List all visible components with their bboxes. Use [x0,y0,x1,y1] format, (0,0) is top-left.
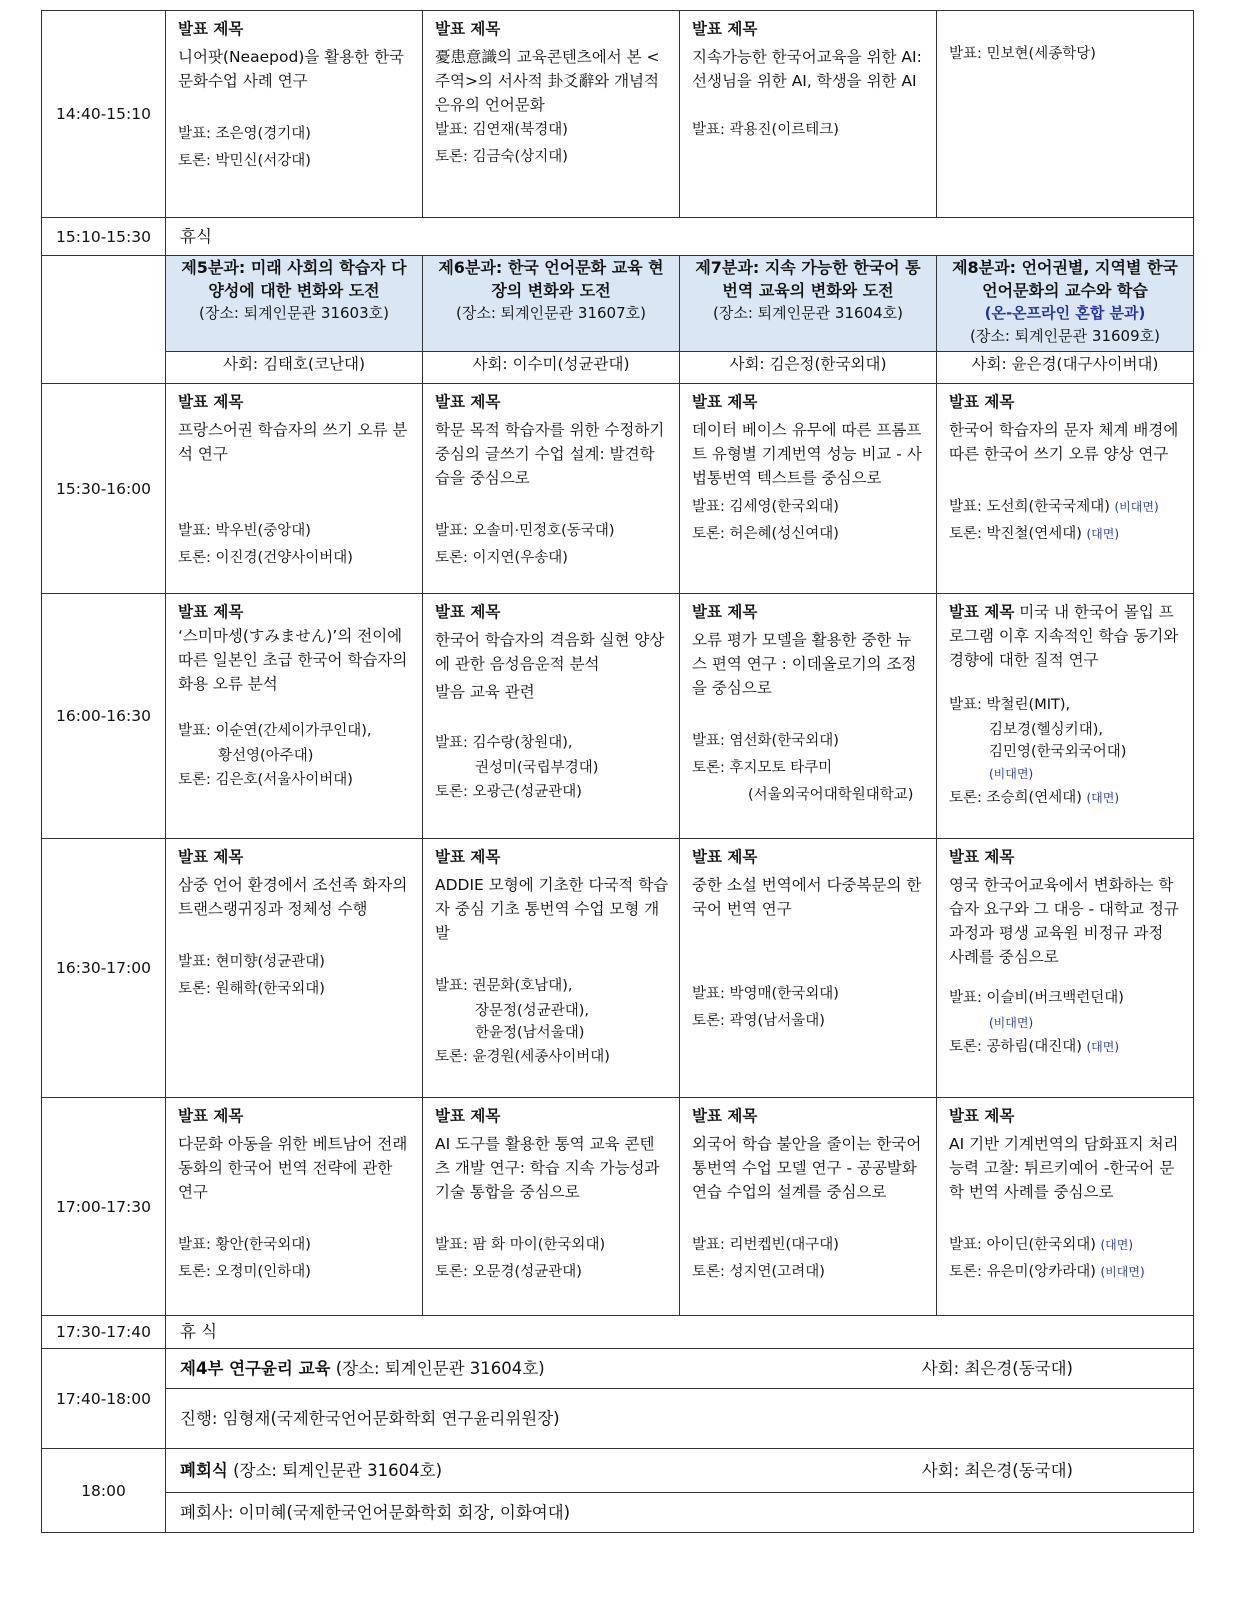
mode-tag: (비대면) [1100,1265,1145,1279]
table-row [42,1098,1194,1316]
presenter: 김민영(한국외국어대) [989,744,1127,760]
closing-speech: 폐회사: 이미혜(국제한국언어문화학회 회장, 이화여대) [180,1502,571,1522]
ethics-title: 제4부 연구윤리 교육 [180,1358,331,1378]
presenter: 박영매(한국외대) [729,986,839,1002]
talk-cell: 발표 제목 ADDIE 모형에 기초한 다국적 학습자 중심 기초 통번역 수업 모형 개발 발표: 권문화(호남대), 장문정(성균관대), 한윤정(남서울대) 토론: 윤경원(세종사이버대) [423,839,680,1098]
time-cell: 14:40-15:10 [42,11,166,218]
talk-title: 중한 소설 번역에서 다중복문의 한국어 번역 연구 [692,876,922,918]
session-chair: 사회: 윤은경(대구사이버대) [937,352,1194,384]
mode-tag: (대면) [1086,527,1120,541]
table-row [42,11,1194,218]
talk-cell: 발표 제목 ‘스미마셍(すみません)’의 전이에 따른 일본인 초급 한국어 학습자의 화용 오류 분석 발표: 이순연(간세이가쿠인대), 황선영(아주대) 토론: 김은호(서울사이버대) [166,594,423,839]
talk-cell: 발표 제목 미국 내 한국어 몰입 프로그램 이후 지속적인 학습 동기와 경향에 대한 질적 연구 발표: 박철린(MIT), 김보경(헬싱키대), 김민영(한국외국어대) (비대면) 토론: 조승희(연세대) (대면) [937,594,1194,839]
talk-cell: 발표 제목 한국어 학습자의 격음화 실현 양상에 관한 음성음운적 분석 발음 교육 관련 발표: 김수랑(창원대), 권성미(국립부경대) 토론: 오광근(성균관대) [423,594,680,839]
talk-cell: 발표 제목 영국 한국어교육에서 변화하는 학습자 요구와 그 대응 - 대학교 정규 과정과 평생 교육원 비정규 과정 사례를 중심으로 발표: 이슬비(버크백런던대) (비대면) 토론: 공하림(대진대) (대면) [937,839,1194,1098]
talk-cell: 발표 제목 니어팟(Neaepod)을 활용한 한국문화수업 사례 연구 발표: 조은영(경기대) 토론: 박민신(서강대) [166,11,423,218]
session-chair: 사회: 김은정(한국외대) [680,352,937,384]
presenter: 현미향(성균관대) [215,954,325,970]
mode-tag: (비대면) [989,1016,1034,1030]
time-cell [42,256,166,384]
presenter: 리번켑빈(대구대) [729,1237,839,1253]
discussant: 원해학(한국외대) [215,981,325,997]
discussant: 박민신(서강대) [215,153,311,169]
discussant: 오정미(인하대) [215,1264,311,1280]
talk-title-label: 발표 제목 [692,20,758,38]
break-label: 휴 식 [180,1322,218,1341]
talk-title: 다문화 아동을 위한 베트남어 전래동화의 한국어 번역 전략에 관한 연구 [178,1135,408,1201]
time-cell: 17:40-18:00 [42,1349,166,1449]
talk-title: 삼중 언어 환경에서 조선족 화자의 트랜스랭귀징과 정체성 수행 [178,876,408,918]
mode-tag: (대면) [1086,1040,1120,1054]
time-cell: 16:00-16:30 [42,594,166,839]
table-row [42,256,1194,352]
discussant: 김금숙(상지대) [472,149,568,165]
talk-title-label: 발표 제목 [178,20,244,38]
presenter: 도선희(한국국제대) [986,499,1110,515]
presenter: 박철린(MIT), [986,697,1071,713]
talk-title: 니어팟(Neaepod)을 활용한 한국문화수업 사례 연구 [178,48,405,90]
talk-title: 한국어 학습자의 격음화 실현 양상에 관한 음성음운적 분석 [435,631,665,673]
presenter: 권문화(호남대), [472,978,573,994]
talk-title: 오류 평가 모델을 활용한 중한 뉴스 편역 연구 : 이데올로기의 조정을 중심으로 [692,631,917,697]
ethics-place: (장소: 퇴계인문관 31604호) [335,1358,545,1378]
presenter: 황안(한국외대) [215,1237,311,1253]
talk-cell: 발표 제목 지속가능한 한국어교육을 위한 AI: 선생님을 위한 AI, 학생을 위한 AI 발표: 곽용진(이르테크) [680,11,937,218]
time-cell: 15:10-15:30 [42,218,166,256]
talk-title: 한국어 학습자의 문자 체계 배경에 따른 한국어 쓰기 오류 양상 연구 [949,421,1179,463]
session-chair: 사회: 이수미(성균관대) [423,352,680,384]
discussant: 이진경(건양사이버대) [215,550,353,566]
talk-title: ‘스미마셍(すみません)’의 전이에 따른 일본인 초급 한국어 학습자의 화용 오류 분석 [178,627,408,693]
presenter: 염선화(한국외대) [729,733,839,749]
presenter: 권성미(국립부경대) [475,760,599,776]
discussant: 조승희(연세대) [986,790,1082,806]
time-cell: 15:30-16:00 [42,384,166,594]
talk-cell: 발표 제목 AI 도구를 활용한 통역 교육 콘텐츠 개발 연구: 학습 지속 가능성과 기술 통합을 중심으로 발표: 팜 화 마이(한국외대) 토론: 오문경(성균관대) [423,1098,680,1316]
discussant: 곽영(남서울대) [729,1013,825,1029]
time-cell: 17:30-17:40 [42,1316,166,1349]
discussant: 이지연(우송대) [472,550,568,566]
table-row [42,384,1194,594]
discussant: 박진철(연세대) [986,526,1082,542]
closing-chair: 사회: 최은경(동국대) [921,1460,1073,1480]
talk-title: 프랑스어권 학습자의 쓰기 오류 분석 연구 [178,421,408,463]
schedule-table [41,10,1194,1533]
presenter: 황선영(아주대) [218,748,314,764]
talk-cell: 발표: 민보현(세종학당) [937,11,1194,218]
talk-title: 학문 목적 학습자를 위한 수정하기 중심의 글쓰기 수업 설계: 발견학습을 중심으로 [435,421,665,487]
table-row [42,218,1194,256]
talk-cell: 발표 제목 AI 기반 기계번역의 담화표지 처리 능력 고찰: 튀르키예어 -한국어 문학 번역 사례를 중심으로 발표: 아이딘(한국외대) (대면) 토론: 유은미(앙카라대) (비대면) [937,1098,1194,1316]
talk-cell: 발표 제목 삼중 언어 환경에서 조선족 화자의 트랜스랭귀징과 정체성 수행 발표: 현미향(성균관대) 토론: 원해학(한국외대) [166,839,423,1098]
presenter: 민보현(세종학당) [986,46,1096,62]
talk-title: AI 기반 기계번역의 담화표지 처리 능력 고찰: 튀르키예어 -한국어 문학 번역 사례를 중심으로 [949,1135,1179,1201]
talk-cell: 발표 제목 다문화 아동을 위한 베트남어 전래동화의 한국어 번역 전략에 관한 연구 발표: 황안(한국외대) 토론: 오정미(인하대) [166,1098,423,1316]
presenter: 박우빈(중앙대) [215,523,311,539]
table-row [42,352,1194,384]
discussant: 공하림(대진대) [986,1039,1082,1055]
presenter: 김연재(북경대) [472,122,568,138]
presenter: 팜 화 마이(한국외대) [472,1237,606,1253]
discussant-affiliation: (서울외국어대학원대학교) [748,787,914,803]
discussant: 윤경원(세종사이버대) [472,1049,610,1065]
talk-title: 지속가능한 한국어교육을 위한 AI: 선생님을 위한 AI, 학생을 위한 AI [692,48,922,90]
discussant: 성지연(고려대) [729,1264,825,1280]
talk-note: 발음 교육 관련 [435,683,535,701]
session-header-7: 제7분과: 지속 가능한 한국어 통번역 교육의 변화와 도전 (장소: 퇴계인문관 31604호) [680,256,937,352]
discussant: 허은혜(성신여대) [729,526,839,542]
session-header-6: 제6분과: 한국 언어문화 교육 현장의 변화와 도전 (장소: 퇴계인문관 31607호) [423,256,680,352]
talk-title: 데이터 베이스 유무에 따른 프롬프트 유형별 기계번역 성능 비교 - 사법통번역 텍스트를 중심으로 [692,421,922,487]
presenter: 조은영(경기대) [215,126,311,142]
presenter: 장문정(성균관대), [475,1003,589,1019]
closing-title: 폐회식 [180,1460,228,1480]
presenter: 아이딘(한국외대) [986,1237,1096,1253]
ethics-host: 진행: 임형재(국제한국언어문화학회 연구윤리위원장) [180,1408,560,1428]
presenter: 이슬비(버크백런던대) [986,990,1124,1006]
mode-tag: (비대면) [989,767,1034,781]
table-row [42,1316,1194,1349]
discussant: 오광근(성균관대) [472,784,582,800]
session-header-5: 제5분과: 미래 사회의 학습자 다양성에 대한 변화와 도전 (장소: 퇴계인문관 31603호) [166,256,423,352]
session-header-8: 제8분과: 언어권별, 지역별 한국 언어문화의 교수와 학습 (온-온프라인 혼합 분과) (장소: 퇴계인문관 31609호) [937,256,1194,352]
mode-tag: (대면) [1086,791,1120,805]
time-cell: 16:30-17:00 [42,839,166,1098]
table-row [42,1449,1194,1493]
presenter: 오솔미·민정호(동국대) [472,523,615,539]
talk-title: AI 도구를 활용한 통역 교육 콘텐츠 개발 연구: 학습 지속 가능성과 기술 통합을 중심으로 [435,1135,660,1201]
discussant: 후지모토 타쿠미 [729,760,833,776]
session-chair: 사회: 김태호(코난대) [166,352,423,384]
talk-cell: 발표 제목 프랑스어권 학습자의 쓰기 오류 분석 연구 발표: 박우빈(중앙대) 토론: 이진경(건양사이버대) [166,384,423,594]
talk-cell: 발표 제목 한국어 학습자의 문자 체계 배경에 따른 한국어 쓰기 오류 양상 연구 발표: 도선희(한국국제대) (비대면) 토론: 박진철(연세대) (대면) [937,384,1194,594]
table-row [42,1493,1194,1533]
talk-cell: 발표 제목 데이터 베이스 유무에 따른 프롬프트 유형별 기계번역 성능 비교 - 사법통번역 텍스트를 중심으로 발표: 김세영(한국외대) 토론: 허은혜(성신여대) [680,384,937,594]
table-row [42,1349,1194,1389]
talk-title: 외국어 학습 불안을 줄이는 한국어 통번역 수업 모델 연구 - 공공발화연습 수업의 설계를 중심으로 [692,1135,922,1201]
talk-cell: 발표 제목 오류 평가 모델을 활용한 중한 뉴스 편역 연구 : 이데올로기의 조정을 중심으로 발표: 염선화(한국외대) 토론: 후지모토 타쿠미 (서울외국어대학원대학교) [680,594,937,839]
talk-title: 미국 내 한국어 몰입 프로그램 이후 지속적인 학습 동기와 경향에 대한 질적 연구 [949,603,1179,669]
talk-title: 憂患意識의 교육콘텐츠에서 본 <주역>의 서사적 卦爻辭와 개념적 은유의 언어문화 [435,48,660,114]
presenter: 김보경(헬싱키대), [989,722,1103,738]
table-row [42,594,1194,839]
talk-title: ADDIE 모형에 기초한 다국적 학습자 중심 기초 통번역 수업 모형 개발 [435,876,669,942]
closing-place: (장소: 퇴계인문관 31604호) [233,1460,443,1480]
talk-title: 영국 한국어교육에서 변화하는 학습자 요구와 그 대응 - 대학교 정규 과정과 평생 교육원 비정규 과정 사례를 중심으로 [949,876,1179,966]
talk-title-label: 발표 제목 [435,20,501,38]
discussant: 김은호(서울사이버대) [215,772,353,788]
break-label: 휴식 [180,226,212,246]
presenter: 한윤정(남서울대) [475,1025,585,1041]
table-row [42,1389,1194,1449]
time-cell: 18:00 [42,1449,166,1533]
time-cell: 17:00-17:30 [42,1098,166,1316]
table-row [42,839,1194,1098]
presenter: 곽용진(이르테크) [729,122,839,138]
talk-cell: 발표 제목 학문 목적 학습자를 위한 수정하기 중심의 글쓰기 수업 설계: 발견학습을 중심으로 발표: 오솔미·민정호(동국대) 토론: 이지연(우송대) [423,384,680,594]
talk-cell: 발표 제목 憂患意識의 교육콘텐츠에서 본 <주역>의 서사적 卦爻辭와 개념적 은유의 언어문화 발표: 김연재(북경대) 토론: 김금숙(상지대) [423,11,680,218]
ethics-chair: 사회: 최은경(동국대) [921,1358,1073,1378]
discussant: 오문경(성균관대) [472,1264,582,1280]
mode-tag: (비대면) [1114,500,1159,514]
talk-cell: 발표 제목 외국어 학습 불안을 줄이는 한국어 통번역 수업 모델 연구 - 공공발화연습 수업의 설계를 중심으로 발표: 리번켑빈(대구대) 토론: 성지연(고려대) [680,1098,937,1316]
presenter: 이순연(간세이가쿠인대), [215,723,372,739]
mode-tag: (대면) [1100,1238,1134,1252]
presenter: 김세영(한국외대) [729,499,839,515]
presenter: 김수랑(창원대), [472,735,573,751]
discussant: 유은미(앙카라대) [986,1264,1096,1280]
talk-cell: 발표 제목 중한 소설 번역에서 다중복문의 한국어 번역 연구 발표: 박영매(한국외대) 토론: 곽영(남서울대) [680,839,937,1098]
